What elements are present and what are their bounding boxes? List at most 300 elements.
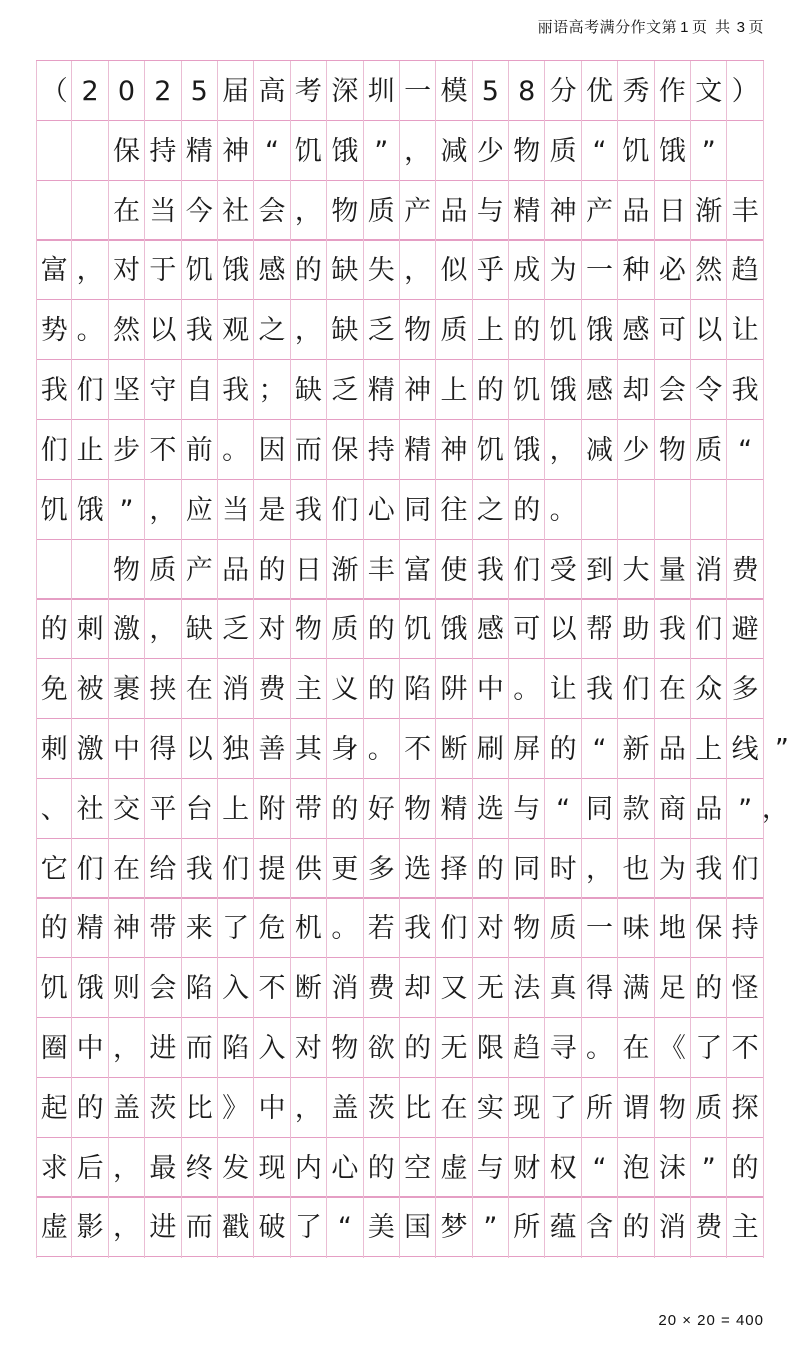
grid-cell <box>727 480 763 541</box>
grid-cell: 的 <box>473 839 509 900</box>
grid-cell <box>72 121 108 182</box>
grid-cell: 一 <box>582 898 618 959</box>
grid-cell: 减 <box>436 121 472 182</box>
grid-cell: 种 <box>618 240 654 301</box>
grid-cell: ” <box>109 480 145 541</box>
grid-cell: 的 <box>509 300 545 361</box>
grid-cell: 欲 <box>364 1018 400 1079</box>
grid-cell: 。 <box>218 420 254 481</box>
grid-cell: 虚 <box>436 1138 472 1199</box>
grid-cell: 趋 <box>727 240 763 301</box>
grid-cell: 现 <box>509 1078 545 1139</box>
grid-cell: 我 <box>582 659 618 720</box>
grid-cell: 了 <box>218 898 254 959</box>
grid-cell: 对 <box>291 1018 327 1079</box>
grid-cell: ” <box>691 121 727 182</box>
grid-cell: 消 <box>691 540 727 601</box>
grid-cell: 成 <box>509 240 545 301</box>
grid-cell: 。 <box>582 1018 618 1079</box>
grid-cell: 饿 <box>655 121 691 182</box>
grid-cell: 刺 <box>72 599 108 660</box>
grid-cell: ， <box>545 420 581 481</box>
grid-cell: 美 <box>364 1197 400 1258</box>
grid-row <box>36 598 764 659</box>
grid-cell: 饥 <box>291 121 327 182</box>
grid-cell: 圈 <box>36 1018 72 1079</box>
grid-cell: 国 <box>400 1197 436 1258</box>
grid-cell: 财 <box>509 1138 545 1199</box>
grid-cell: 一 <box>582 240 618 301</box>
grid-cell: 产 <box>400 181 436 242</box>
grid-row <box>36 1137 764 1198</box>
grid-cell: ” <box>364 121 400 182</box>
grid-cell: 影 <box>72 1197 108 1258</box>
grid-cell: 主 <box>291 659 327 720</box>
grid-cell: 得 <box>145 719 181 780</box>
grid-cell: 应 <box>182 480 218 541</box>
grid-cell: 沫 <box>655 1138 691 1199</box>
grid-cell: 也 <box>618 839 654 900</box>
grid-cell: 质 <box>545 898 581 959</box>
grid-cell: 会 <box>254 181 290 242</box>
grid-cell: 比 <box>400 1078 436 1139</box>
grid-cell: 的 <box>291 240 327 301</box>
grid-cell <box>72 181 108 242</box>
grid-cell: 费 <box>254 659 290 720</box>
grid-cell: 挟 <box>145 659 181 720</box>
grid-cell <box>691 480 727 541</box>
grid-cell: 主 <box>727 1197 763 1258</box>
grid-cell: 高 <box>254 61 290 122</box>
grid-cell: 虚 <box>36 1197 72 1258</box>
grid-cell: 足 <box>655 958 691 1019</box>
grid-cell: 保 <box>691 898 727 959</box>
grid-cell: 趋 <box>509 1018 545 1079</box>
grid-cell: 多 <box>727 659 763 720</box>
grid-cell: 饥 <box>545 300 581 361</box>
grid-cell: 品 <box>218 540 254 601</box>
grid-cell: 失 <box>364 240 400 301</box>
grid-cell: 又 <box>436 958 472 1019</box>
grid-cell: 我 <box>291 480 327 541</box>
grid-cell: 然 <box>691 240 727 301</box>
grid-row <box>36 359 764 420</box>
grid-cell: 深 <box>327 61 363 122</box>
grid-cell: 我 <box>218 360 254 421</box>
grid-cell: 。 <box>545 480 581 541</box>
grid-cell: 为 <box>655 839 691 900</box>
grid-cell: 进 <box>145 1197 181 1258</box>
grid-cell: 们 <box>36 420 72 481</box>
grid-cell: 的 <box>327 779 363 840</box>
grid-row <box>36 897 764 958</box>
grid-cell: 阱 <box>436 659 472 720</box>
grid-cell: 谓 <box>618 1078 654 1139</box>
grid-cell: 比 <box>182 1078 218 1139</box>
grid-cell: 给 <box>145 839 181 900</box>
grid-cell: 的 <box>364 599 400 660</box>
grid-cell: 避 <box>727 599 763 660</box>
grid-cell: 饥 <box>36 958 72 1019</box>
header-page-total: 3 <box>736 19 746 36</box>
grid-cell: 5 <box>473 61 509 122</box>
grid-cell: 质 <box>364 181 400 242</box>
grid-cell: 独 <box>218 719 254 780</box>
grid-cell: 止 <box>72 420 108 481</box>
grid-row <box>36 1196 764 1257</box>
grid-cell: ， <box>109 1018 145 1079</box>
grid-cell: 物 <box>327 1018 363 1079</box>
grid-cell: “ <box>582 1138 618 1199</box>
grid-cell: 中 <box>109 719 145 780</box>
grid-cell: 社 <box>218 181 254 242</box>
grid-cell: 求 <box>36 1138 72 1199</box>
grid-cell: 模 <box>436 61 472 122</box>
grid-row <box>36 299 764 360</box>
hanging-punctuation: ” <box>774 733 789 765</box>
grid-cell: 物 <box>327 181 363 242</box>
grid-cell: “ <box>582 719 618 780</box>
grid-cell: 们 <box>509 540 545 601</box>
grid-cell: 了 <box>291 1197 327 1258</box>
grid-cell: 茨 <box>364 1078 400 1139</box>
grid-cell: 饿 <box>72 958 108 1019</box>
grid-cell: 饿 <box>218 240 254 301</box>
grid-cell: 2 <box>72 61 108 122</box>
grid-cell: 的 <box>364 659 400 720</box>
grid-cell: 我 <box>473 540 509 601</box>
grid-cell: 后 <box>72 1138 108 1199</box>
grid-cell: 少 <box>618 420 654 481</box>
grid-cell: 品 <box>618 181 654 242</box>
grid-cell: 消 <box>655 1197 691 1258</box>
grid-row <box>36 838 764 899</box>
grid-row <box>36 120 764 181</box>
header-page-unit-2: 页 <box>748 19 764 36</box>
grid-cell: 必 <box>655 240 691 301</box>
grid-cell: 感 <box>582 360 618 421</box>
grid-cell: 不 <box>145 420 181 481</box>
grid-cell: 神 <box>545 181 581 242</box>
grid-cell: 势 <box>36 300 72 361</box>
grid-cell: 当 <box>145 181 181 242</box>
grid-cell: 、 <box>36 779 72 840</box>
grid-cell: 心 <box>364 480 400 541</box>
grid-cell: 盖 <box>327 1078 363 1139</box>
grid-cell: 物 <box>109 540 145 601</box>
header-page-unit-1: 页 <box>691 19 708 36</box>
grid-cell: 缺 <box>291 360 327 421</box>
grid-cell: 发 <box>218 1138 254 1199</box>
grid-cell <box>72 540 108 601</box>
grid-cell: 好 <box>364 779 400 840</box>
grid-cell: 更 <box>327 839 363 900</box>
grid-cell: 众 <box>691 659 727 720</box>
grid-cell: 日 <box>655 181 691 242</box>
grid-cell: 之 <box>473 480 509 541</box>
grid-cell: 却 <box>618 360 654 421</box>
grid-cell: 质 <box>545 121 581 182</box>
grid-cell: 款 <box>618 779 654 840</box>
grid-cell <box>36 121 72 182</box>
grid-cell: 富 <box>400 540 436 601</box>
grid-cell: 权 <box>545 1138 581 1199</box>
grid-cell: 起 <box>36 1078 72 1139</box>
grid-cell: 是 <box>254 480 290 541</box>
grid-cell: 而 <box>182 1197 218 1258</box>
grid-cell: 刷 <box>473 719 509 780</box>
grid-cell: ， <box>582 839 618 900</box>
grid-cell: 同 <box>509 839 545 900</box>
grid-cell: 所 <box>509 1197 545 1258</box>
grid-cell: 所 <box>582 1078 618 1139</box>
grid-cell: 们 <box>72 839 108 900</box>
grid-cell: 最 <box>145 1138 181 1199</box>
grid-cell: 义 <box>327 659 363 720</box>
grid-cell: 的 <box>254 540 290 601</box>
grid-cell: 一 <box>400 61 436 122</box>
grid-cell: ， <box>109 1197 145 1258</box>
grid-cell: 精 <box>364 360 400 421</box>
grid-cell: 我 <box>691 839 727 900</box>
grid-cell: 坚 <box>109 360 145 421</box>
grid-cell: 往 <box>436 480 472 541</box>
grid-cell: 到 <box>582 540 618 601</box>
grid-cell: 让 <box>545 659 581 720</box>
grid-cell: 断 <box>436 719 472 780</box>
grid-cell: 供 <box>291 839 327 900</box>
grid-cell: 饿 <box>327 121 363 182</box>
grid-cell: 日 <box>291 540 327 601</box>
grid-cell: 感 <box>618 300 654 361</box>
grid-cell: 守 <box>145 360 181 421</box>
grid-cell: 因 <box>254 420 290 481</box>
grid-row <box>36 1017 764 1078</box>
grid-row <box>36 957 764 1018</box>
grid-cell: 内 <box>291 1138 327 1199</box>
grid-cell: 们 <box>691 599 727 660</box>
grid-cell: 消 <box>327 958 363 1019</box>
grid-cell: 保 <box>327 420 363 481</box>
grid-cell: 们 <box>436 898 472 959</box>
grid-cell: 质 <box>691 420 727 481</box>
grid-cell: 产 <box>182 540 218 601</box>
grid-cell: 饿 <box>545 360 581 421</box>
grid-cell: 品 <box>436 181 472 242</box>
grid-cell: 物 <box>655 420 691 481</box>
grid-cell: 丰 <box>727 181 763 242</box>
grid-cell: ， <box>291 1078 327 1139</box>
grid-cell: 神 <box>218 121 254 182</box>
grid-cell: ， <box>291 300 327 361</box>
grid-cell: ， <box>400 121 436 182</box>
grid-cell: 不 <box>254 958 290 1019</box>
grid-cell: 危 <box>254 898 290 959</box>
grid-cell: ” ， <box>727 779 763 840</box>
grid-cell: 乏 <box>327 360 363 421</box>
grid-cell: 带 <box>291 779 327 840</box>
grid-cell: 选 <box>400 839 436 900</box>
grid-cell: 们 <box>218 839 254 900</box>
grid-cell: 然 <box>109 300 145 361</box>
grid-cell: 满 <box>618 958 654 1019</box>
grid-cell: 终 <box>182 1138 218 1199</box>
grid-cell: 其 <box>291 719 327 780</box>
grid-cell: 大 <box>618 540 654 601</box>
grid-cell: 提 <box>254 839 290 900</box>
grid-cell: 我 <box>727 360 763 421</box>
grid-cell: 物 <box>509 898 545 959</box>
grid-cell: 择 <box>436 839 472 900</box>
grid-cell: 神 <box>400 360 436 421</box>
grid-cell: 在 <box>436 1078 472 1139</box>
grid-cell: 以 <box>182 719 218 780</box>
grid-cell: 怪 <box>727 958 763 1019</box>
grid-cell: 消 <box>218 659 254 720</box>
grid-cell <box>36 181 72 242</box>
grid-row <box>36 778 789 839</box>
grid-cell: 激 <box>72 719 108 780</box>
grid-cell: 保 <box>109 121 145 182</box>
grid-cell: 当 <box>218 480 254 541</box>
grid-cell: 。 <box>509 659 545 720</box>
grid-cell: 精 <box>182 121 218 182</box>
grid-cell: 感 <box>473 599 509 660</box>
grid-cell: 商 <box>655 779 691 840</box>
grid-cell: 们 <box>72 360 108 421</box>
page-header <box>538 16 764 37</box>
grid-row <box>36 180 764 241</box>
grid-cell: 裹 <box>109 659 145 720</box>
grid-cell: 量 <box>655 540 691 601</box>
grid-cell: 使 <box>436 540 472 601</box>
grid-cell: 中 <box>473 659 509 720</box>
grid-cell: 缺 <box>182 599 218 660</box>
grid-cell: 物 <box>400 300 436 361</box>
grid-cell: 以 <box>145 300 181 361</box>
grid-cell <box>655 480 691 541</box>
grid-cell: “ <box>254 121 290 182</box>
grid-cell: 0 <box>109 61 145 122</box>
grid-cell: 饥 <box>473 420 509 481</box>
grid-cell: 带 <box>145 898 181 959</box>
grid-cell: 物 <box>655 1078 691 1139</box>
grid-cell: 陷 <box>218 1018 254 1079</box>
grid-cell: 质 <box>436 300 472 361</box>
grid-cell: 饥 <box>400 599 436 660</box>
grid-cell: 寻 <box>545 1018 581 1079</box>
grid-cell: 线 ” <box>727 719 763 780</box>
grid-cell: 的 <box>545 719 581 780</box>
grid-cell: 蕴 <box>545 1197 581 1258</box>
grid-row <box>36 60 764 121</box>
grid-cell: 可 <box>655 300 691 361</box>
grid-cell: 中 <box>254 1078 290 1139</box>
grid-cell: 以 <box>691 300 727 361</box>
grid-cell: 费 <box>364 958 400 1019</box>
grid-cell: 对 <box>109 240 145 301</box>
grid-cell: 届 <box>218 61 254 122</box>
grid-cell: 费 <box>691 1197 727 1258</box>
grid-cell: 平 <box>145 779 181 840</box>
grid-cell: 在 <box>109 181 145 242</box>
grid-cell: 断 <box>291 958 327 1019</box>
grid-cell: 们 <box>618 659 654 720</box>
grid-cell: 们 <box>327 480 363 541</box>
grid-cell: 刺 <box>36 719 72 780</box>
grid-cell: 的 <box>727 1138 763 1199</box>
grid-cell: 8 <box>509 61 545 122</box>
page-footer: 20 × 20 = 400 <box>658 1312 764 1329</box>
grid-cell: 法 <box>509 958 545 1019</box>
grid-cell: 渐 <box>691 181 727 242</box>
grid-cell: 我 <box>36 360 72 421</box>
grid-cell <box>582 480 618 541</box>
grid-cell: 精 <box>436 779 472 840</box>
grid-cell: 令 <box>691 360 727 421</box>
grid-cell: 在 <box>109 839 145 900</box>
grid-cell: 上 <box>473 300 509 361</box>
grid-cell: 饥 <box>509 360 545 421</box>
grid-cell: 在 <box>655 659 691 720</box>
grid-cell: “ <box>727 420 763 481</box>
grid-cell: 它 <box>36 839 72 900</box>
grid-cell: 多 <box>364 839 400 900</box>
grid-cell: 2 <box>145 61 181 122</box>
grid-cell: 探 <box>727 1078 763 1139</box>
header-title: 丽语高考满分作文第 <box>537 19 678 36</box>
grid-cell: 可 <box>509 599 545 660</box>
grid-cell: 之 <box>254 300 290 361</box>
grid-cell: 不 <box>727 1018 763 1079</box>
grid-cell: ， <box>291 181 327 242</box>
grid-cell: 步 <box>109 420 145 481</box>
grid-row <box>36 1077 764 1138</box>
grid-cell: 陷 <box>400 659 436 720</box>
grid-cell: 文 <box>691 61 727 122</box>
grid-cell: 。 <box>72 300 108 361</box>
grid-cell: 味 <box>618 898 654 959</box>
grid-row <box>36 658 764 719</box>
grid-cell <box>727 121 763 182</box>
grid-cell: 观 <box>218 300 254 361</box>
grid-cell: 富 <box>36 240 72 301</box>
grid-cell: 台 <box>182 779 218 840</box>
grid-cell: 分 <box>545 61 581 122</box>
grid-cell: 帮 <box>582 599 618 660</box>
grid-cell: 圳 <box>364 61 400 122</box>
grid-cell: 饥 <box>182 240 218 301</box>
grid-cell: 物 <box>400 779 436 840</box>
grid-cell: 我 <box>655 599 691 660</box>
grid-cell: 的 <box>364 1138 400 1199</box>
grid-cell: 善 <box>254 719 290 780</box>
grid-cell: 质 <box>691 1078 727 1139</box>
grid-cell: 的 <box>36 599 72 660</box>
grid-cell: 入 <box>254 1018 290 1079</box>
grid-cell: 的 <box>72 1078 108 1139</box>
grid-cell: 。 <box>364 719 400 780</box>
grid-cell: 饿 <box>72 480 108 541</box>
header-page-current: 1 <box>680 19 689 36</box>
grid-cell: 精 <box>400 420 436 481</box>
grid-cell: 对 <box>473 898 509 959</box>
grid-cell: 乏 <box>364 300 400 361</box>
grid-cell: 神 <box>436 420 472 481</box>
manuscript-grid <box>36 60 789 1256</box>
grid-cell: 精 <box>72 898 108 959</box>
grid-cell: 而 <box>182 1018 218 1079</box>
